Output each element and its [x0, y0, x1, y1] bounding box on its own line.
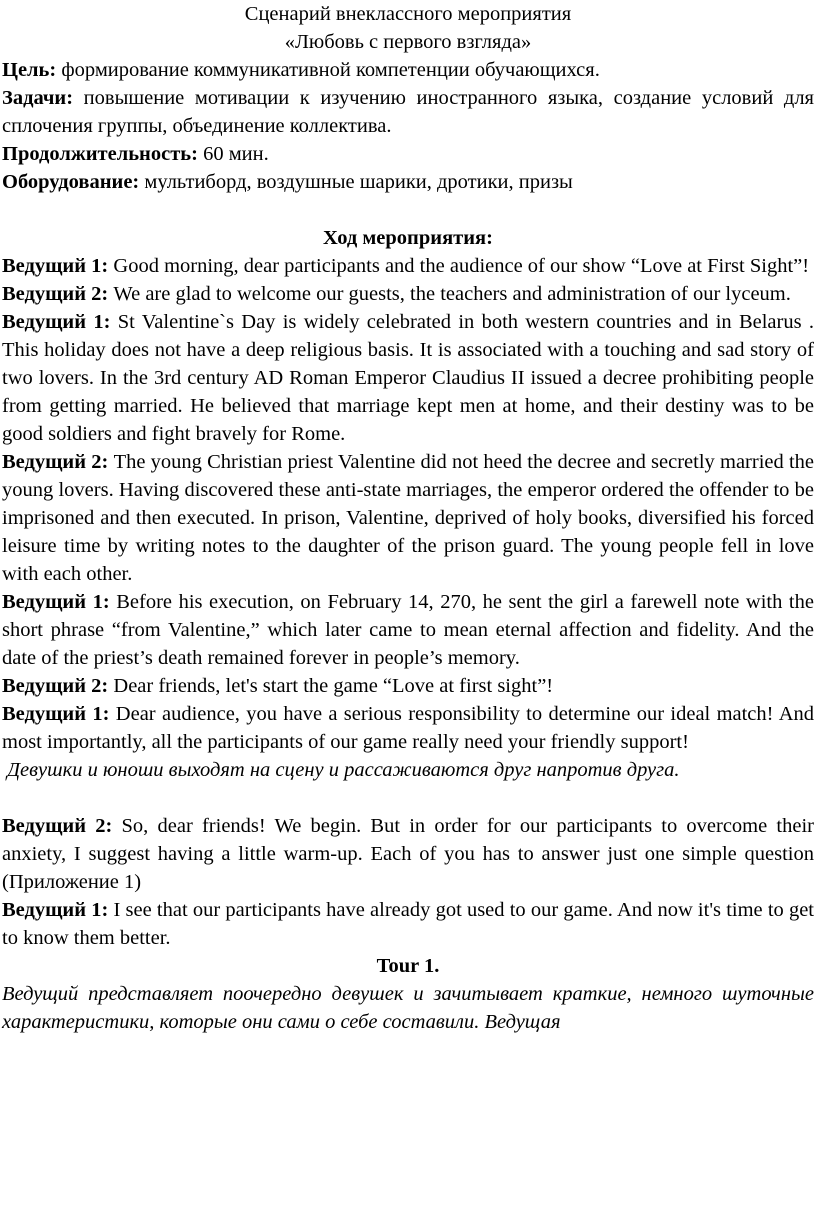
speech-text: Before his execution, on February 14, 270, he sent the girl a farewell note with the short phrase “from Valentine,” which later came to mean eternal affection and fidelity. And the date of the priest’s death remained forever in people’s memory. [2, 591, 814, 669]
speech-text: Good morning, dear participants and the audience of our show “Love at First Sight”! [108, 255, 810, 277]
dialogue-paragraph [2, 588, 814, 672]
title-line-1: Сценарий внеклассного мероприятия [244, 3, 572, 25]
goal-paragraph [2, 56, 814, 84]
duration-paragraph [2, 140, 814, 168]
blank-line [2, 196, 814, 224]
speech-text: So, dear friends! We begin. But in order for our participants to overcome their anxiety, I suggest having a little warm-up. Each of you has to answer just one simple question (Приложение 1) [2, 815, 814, 893]
speech-text: We are glad to welcome our guests, the teachers and administration of our lyceum. [108, 283, 791, 305]
tour-description: Ведущий представляет поочередно девушек и зачитывает краткие, немного шуточные характеристики, которые они сами о себе составили. Ведущая [2, 983, 814, 1033]
title-line-2: «Любовь с первого взгляда» [284, 31, 532, 53]
tasks-label: Задачи: [2, 87, 74, 109]
speaker-label: Ведущий 2: [2, 451, 109, 473]
speech-text: The young Christian priest Valentine did not heed the decree and secretly married the young lovers. Having discovered these anti-state marriages, the emperor ordered the offender to be imprisoned and then executed. In prison, Valentine, deprived of holy books, diversified his forced leisure time by writing notes to the daughter of the prison guard. The young people fell in love with each other. [2, 451, 814, 585]
speaker-label: Ведущий 1: [2, 703, 110, 725]
dialogue-paragraph [2, 896, 814, 952]
speech-text: St Valentine`s Day is widely celebrated in both western countries and in Belarus . This holiday does not have a deep religious basis. It is associated with a touching and sad story of two lovers. In the 3rd century AD Roman Emperor Claudius II issued a decree prohibiting people from getting married. He believed that marriage kept men at home, and their destiny was to be good soldiers and fight bravely for Rome. [2, 311, 814, 445]
speech-text: Dear audience, you have a serious responsibility to determine our ideal match! And most importantly, all the participants of our game really need your friendly support! [2, 703, 814, 753]
stage-direction: Девушки и юноши выходят на сцену и рассаживаются друг напротив друга. [7, 759, 680, 781]
speaker-label: Ведущий 1: [2, 899, 109, 921]
goal-label: Цель: [2, 59, 57, 81]
dialogue-paragraph [2, 252, 814, 280]
dialogue-paragraph [2, 700, 814, 756]
speaker-label: Ведущий 2: [2, 815, 113, 837]
speaker-label: Ведущий 1: [2, 311, 111, 333]
speaker-label: Ведущий 2: [2, 675, 109, 697]
tasks-text: повышение мотивации к изучению иностранного языка, создание условий для сплочения группы, объединение коллектива. [2, 87, 814, 137]
course-heading: Ход мероприятия: [323, 227, 493, 249]
speaker-label: Ведущий 1: [2, 591, 110, 613]
dialogue-paragraph [2, 448, 814, 588]
speech-text: Dear friends, let's start the game “Love at first sight”! [108, 675, 554, 697]
equipment-text: мультиборд, воздушные шарики, дротики, призы [139, 171, 573, 193]
duration-text: 60 мин. [197, 143, 269, 165]
tasks-paragraph [2, 84, 814, 140]
tour-heading: Tour 1. [376, 955, 440, 977]
goal-text: формирование коммуникативной компетенции обучающихся. [56, 59, 600, 81]
speech-text: I see that our participants have already got used to our game. And now it's time to get to know them better. [2, 899, 814, 949]
duration-label: Продолжительность: [2, 143, 198, 165]
equipment-label: Оборудование: [2, 171, 140, 193]
dialogue-paragraph [2, 280, 814, 308]
speaker-label: Ведущий 2: [2, 283, 109, 305]
equipment-paragraph [2, 168, 814, 196]
dialogue-paragraph [2, 672, 814, 700]
document-page [2, 0, 814, 1036]
document-title [2, 0, 814, 56]
dialogue-paragraph [2, 812, 814, 896]
blank-line [2, 784, 814, 812]
dialogue-paragraph [2, 308, 814, 448]
speaker-label: Ведущий 1: [2, 255, 109, 277]
